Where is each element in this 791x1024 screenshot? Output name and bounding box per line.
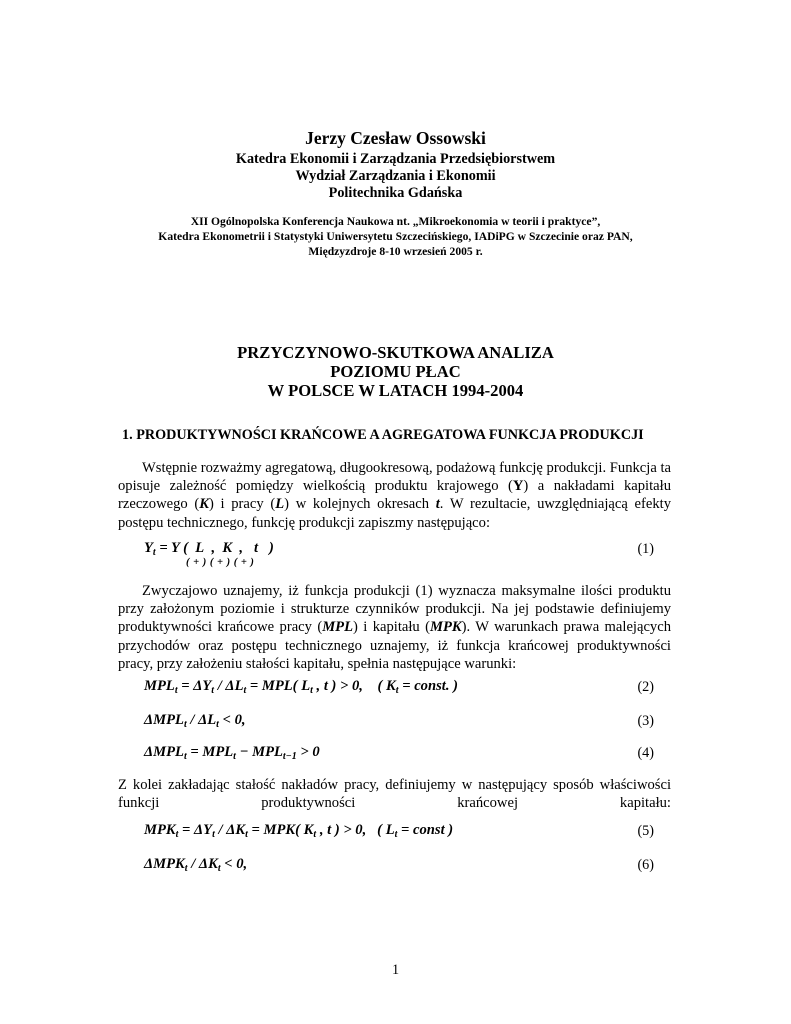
equation-5-number: (5)	[637, 823, 654, 839]
paragraph-intro: Wstępnie rozważmy agregatową, długookresową, podażową funkcję produkcji. Funkcja ta opisuje zależność pomiędzy wielkością produktu krajowego (Y) a nakładami kapitału rzeczowego (K) i pracy (L) w kolejnych okresach t. W rezultacie, uwzględniającą efekty postępu technicznego, funkcję produkcji zapiszmy następująco:	[118, 460, 671, 531]
equation-5: $MPK_t = \Delta Y_t / \Delta K_t = MPK$( $K_t$ , t ) > 0, ( $L_t$ = const )	[144, 822, 454, 840]
equation-6-number: (6)	[637, 857, 654, 873]
equation-4-number: (4)	[637, 745, 654, 761]
conference-line-3: Międzyzdroje 8-10 wrzesień 2005 r.	[308, 245, 483, 258]
equation-6: $\Delta MPK_t / \Delta K_t < 0$,	[144, 856, 248, 874]
paper-title-line-2: POZIOMU PŁAC	[330, 362, 461, 381]
page-number: 1	[391, 962, 400, 978]
paper-title-line-3: W POLSCE W LATACH 1994-2004	[267, 381, 524, 400]
paragraph-marginal-products: Zwyczajowo uznajemy, iż funkcja produkcji (1) wyznacza maksymalne ilości produktu przy założonym poziomie i strukturze czynników produkcji. Na jej podstawie definiujemy produktywności krańcowe pracy (MPL) i kapitału (MPK). W warunkach prawa malejących przychodów oraz postępu technicznego uznajemy, iż funkcja krańcowej produktywności pracy, przy założeniu stałości kapitału, spełnia następujące warunki:	[118, 583, 672, 672]
equation-4: $\Delta MPL_t = MPL_t - MPL_{t-1} > 0$	[144, 744, 320, 762]
author-name: Jerzy Czesław Ossowski	[305, 128, 486, 148]
equation-2-number: (2)	[637, 679, 654, 695]
equation-1-number: (1)	[637, 541, 654, 557]
section-heading: 1. PRODUKTYWNOŚCI KRAŃCOWE A AGREGATOWA FUNKCJA PRODUKCJI	[122, 427, 644, 443]
equation-2: $MPL_t = \Delta Y_t / \Delta L_t = MPL$( $L_t$ , t ) > 0, ( $K_t$ = const. )	[144, 678, 458, 696]
equation-1-signs: ( + ) ( + ) ( + )	[186, 557, 255, 568]
equation-3: $\Delta MPL_t / \Delta L_t < 0$,	[144, 712, 246, 730]
affiliation-department: Katedra Ekonomii i Zarządzania Przedsiębiorstwem	[235, 151, 556, 167]
affiliation-faculty: Wydział Zarządzania i Ekonomii	[295, 168, 496, 184]
conference-line-2: Katedra Ekonometrii i Statystyki Uniwersytetu Szczecińskiego, IADiPG w Szczecinie oraz PAN,	[158, 230, 633, 243]
equation-3-number: (3)	[637, 713, 654, 729]
equation-1: $Y_t = Y$ ( L , K , t )	[144, 540, 274, 558]
paper-title-line-1: PRZYCZYNOWO-SKUTKOWA ANALIZA	[237, 343, 554, 362]
affiliation-university: Politechnika Gdańska	[328, 185, 463, 201]
conference-line-1: XII Ogólnopolska Konferencja Naukowa nt. „Mikroekonomia w teorii i praktyce”,	[190, 215, 601, 228]
paragraph-capital-productivity: Z kolei zakładając stałość nakładów pracy, definiujemy w następujący sposób właściwości funkcji produktywności krańcowej kapitału:	[118, 777, 671, 812]
